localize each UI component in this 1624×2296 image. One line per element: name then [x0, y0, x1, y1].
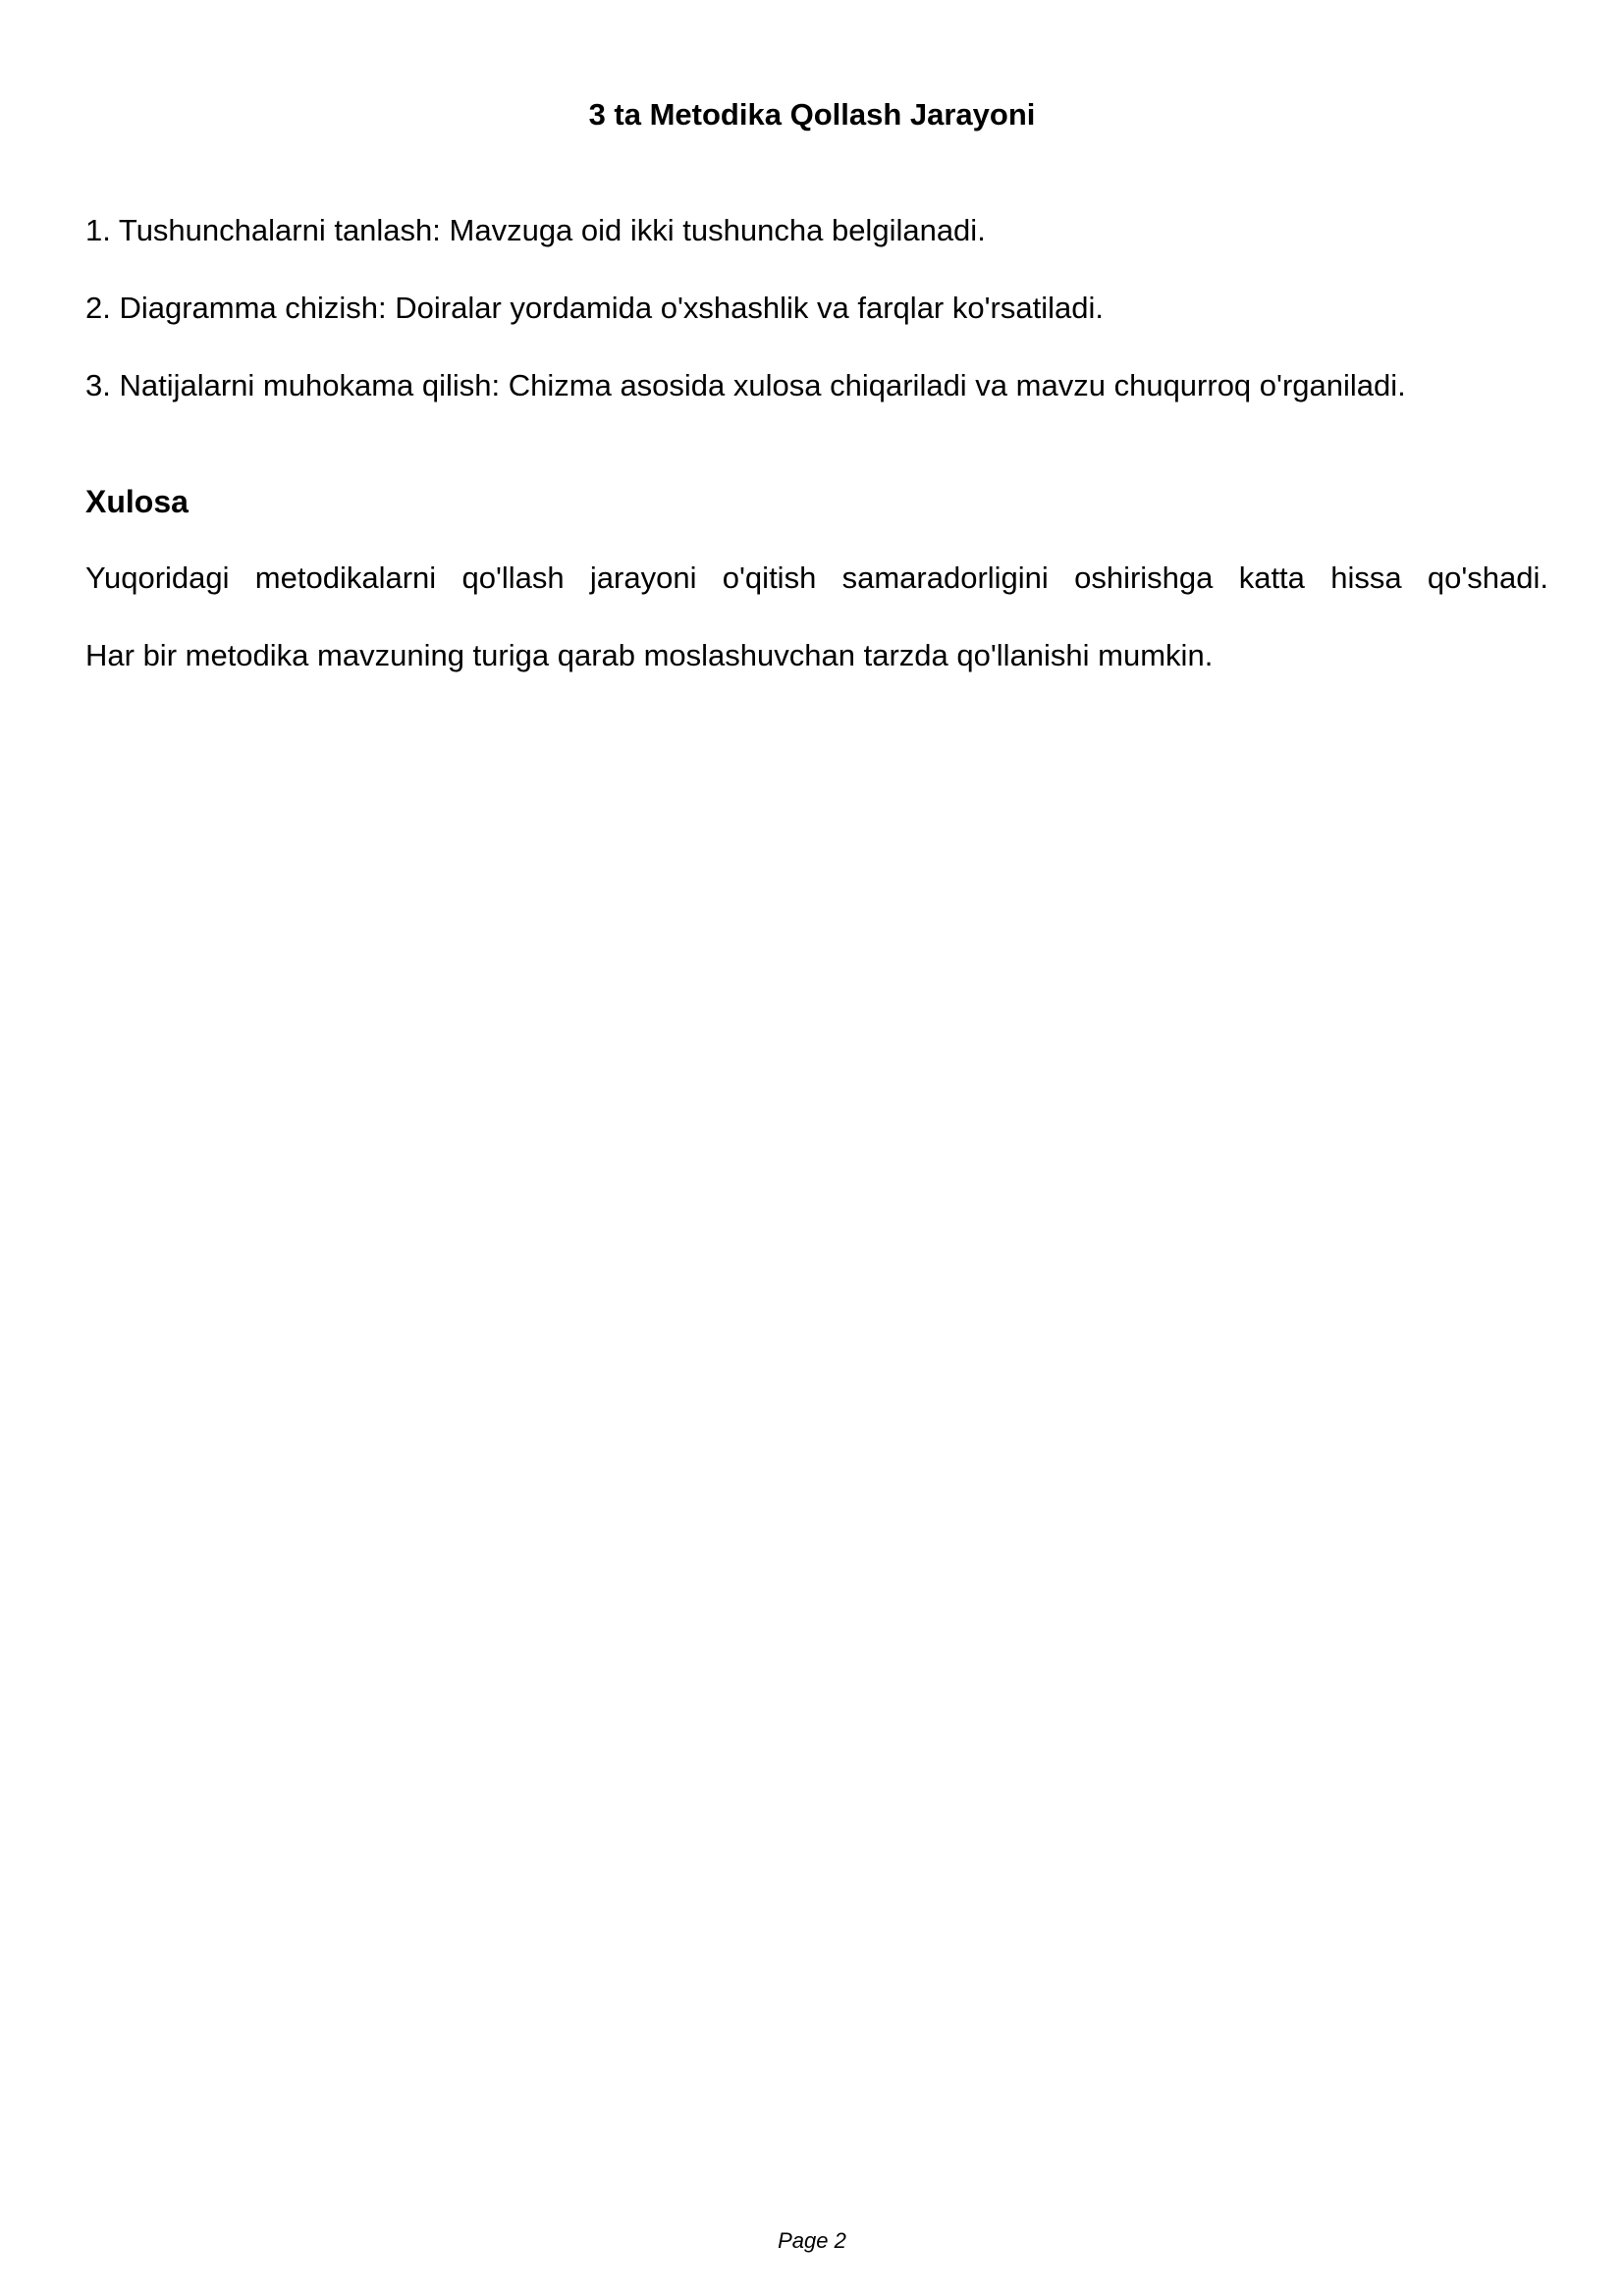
document-body	[85, 211, 1548, 675]
step-item-1: 1. Tushunchalarni tanlash: Mavzuga oid ikki tushuncha belgilanadi.	[85, 213, 986, 247]
step-item-2: 2. Diagramma chizish: Doiralar yordamida o'xshashlik va farqlar ko'rsatiladi.	[85, 291, 1104, 325]
step-item-3: 3. Natijalarni muhokama qilish: Chizma asosida xulosa chiqariladi va mavzu chuqurroq o'rganiladi.	[85, 368, 1406, 402]
page-number: Page 2	[778, 2228, 846, 2253]
conclusion-heading: Xulosa	[85, 484, 189, 519]
page-title: 3 ta Metodika Qollash Jarayoni	[588, 97, 1036, 132]
conclusion-paragraph-1: Yuqoridagi metodikalarni qo'llash jarayoni o'qitish samaradorligini oshirishga katta hissa qo'shadi.	[85, 561, 1548, 595]
conclusion-paragraph-2: Har bir metodika mavzuning turiga qarab moslashuvchan tarzda qo'llanishi mumkin.	[85, 638, 1214, 672]
